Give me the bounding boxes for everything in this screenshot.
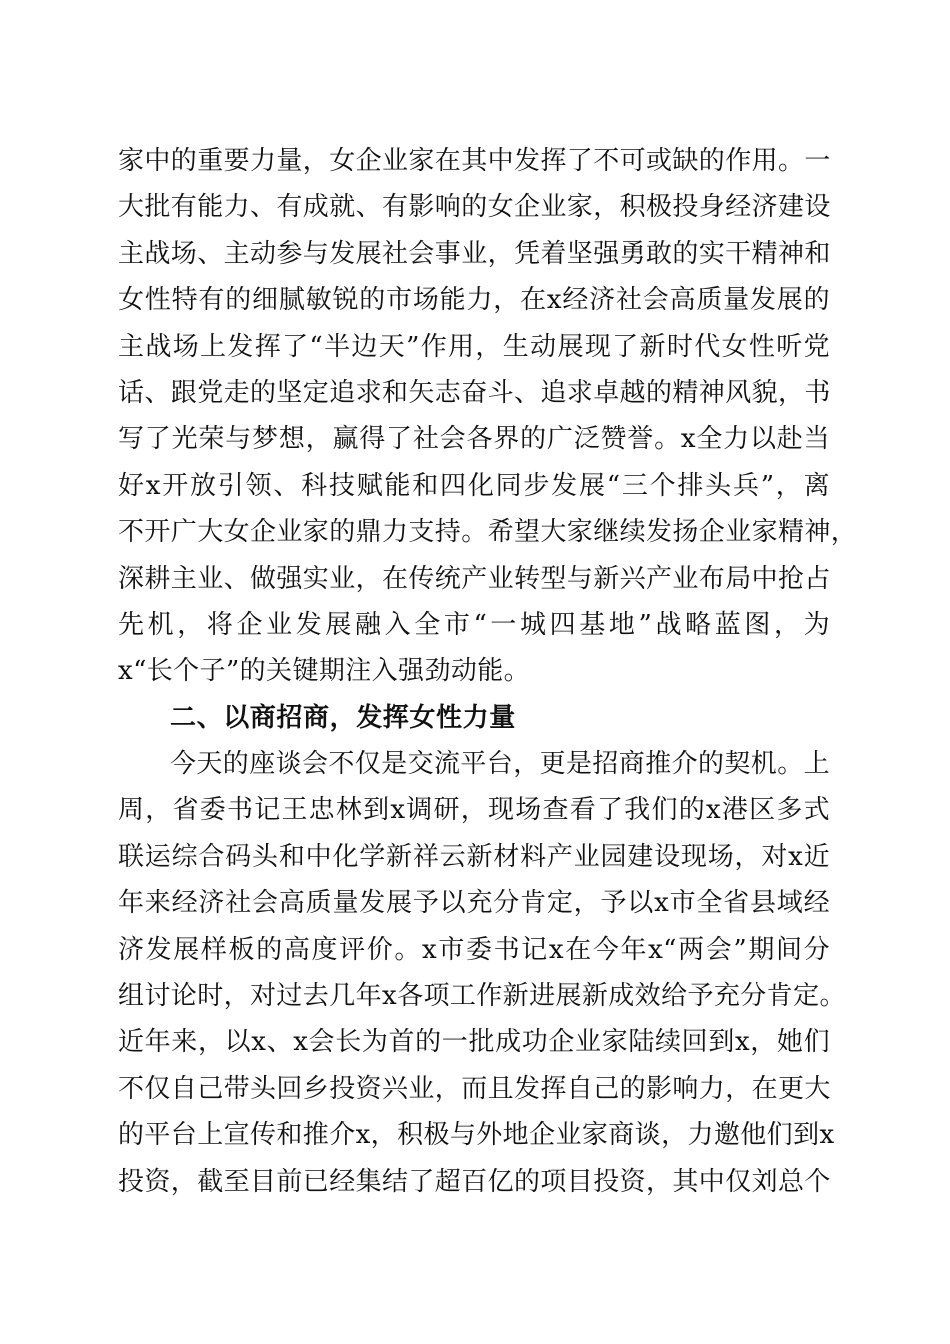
paragraph-line: 先机，将企业发展融入全市“一城四基地”战略蓝图，为 bbox=[118, 609, 830, 640]
paragraph-line: 今天的座谈会不仅是交流平台，更是招商推介的契机。上 bbox=[170, 749, 831, 780]
paragraph-line: 组讨论时，对过去几年x各项工作新进展新成效给予充分肯定。 bbox=[118, 981, 846, 1012]
paragraph-line: 周，省委书记王忠林到x调研，现场查看了我们的x港区多式 bbox=[118, 795, 830, 826]
paragraph-line: 好x开放引领、科技赋能和四化同步发展“三个排头兵”，离 bbox=[118, 470, 830, 501]
paragraph-line: 大批有能力、有成就、有影响的女企业家，积极投身经济建设 bbox=[118, 192, 831, 223]
paragraph-line: 投资，截至目前已经集结了超百亿的项目投资，其中仅刘总个 bbox=[118, 1166, 831, 1197]
paragraph-line: 话、跟党走的坚定追求和矢志奋斗、追求卓越的精神风貌，书 bbox=[118, 377, 831, 408]
paragraph-line: 主战场、主动参与发展社会事业，凭着坚强勇敢的实干精神和 bbox=[118, 238, 831, 269]
paragraph-line: 写了光荣与梦想，赢得了社会各界的广泛赞誉。x全力以赴当 bbox=[118, 424, 830, 455]
paragraph-line: x“长个子”的关键期注入强劲动能。 bbox=[118, 656, 531, 687]
paragraph-line: 联运综合码头和中化学新祥云新材料产业园建设现场，对x近 bbox=[118, 841, 830, 872]
paragraph-line: 不开广大女企业家的鼎力支持。希望大家继续发扬企业家精神， bbox=[118, 517, 858, 548]
paragraph-line: 女性特有的细腻敏锐的市场能力，在x经济社会高质量发展的 bbox=[118, 285, 830, 316]
paragraph-line: 不仅自己带头回乡投资兴业，而且发挥自己的影响力，在更大 bbox=[118, 1073, 831, 1104]
document-body bbox=[118, 138, 858, 1205]
paragraph-line: 家中的重要力量，女企业家在其中发挥了不可或缺的作用。一 bbox=[118, 146, 831, 176]
paragraph-line: 深耕主业、做强实业，在传统产业转型与新兴产业布局中抢占 bbox=[118, 563, 831, 594]
paragraph-line: 的平台上宣传和推介x，积极与外地企业家商谈，力邀他们到x bbox=[118, 1120, 835, 1151]
paragraph-line: 年来经济社会高质量发展予以充分肯定，予以x市全省县域经 bbox=[118, 888, 830, 919]
paragraph-line: 济发展样板的高度评价。x市委书记x在今年x“两会”期间分 bbox=[118, 934, 830, 965]
paragraph-line: 近年来，以x、x会长为首的一批成功企业家陆续回到x，她们 bbox=[118, 1027, 830, 1058]
paragraph-line: 主战场上发挥了“半边天”作用，生动展现了新时代女性听党 bbox=[118, 331, 830, 362]
section-heading: 二、以商招商，发挥女性力量 bbox=[170, 702, 516, 733]
